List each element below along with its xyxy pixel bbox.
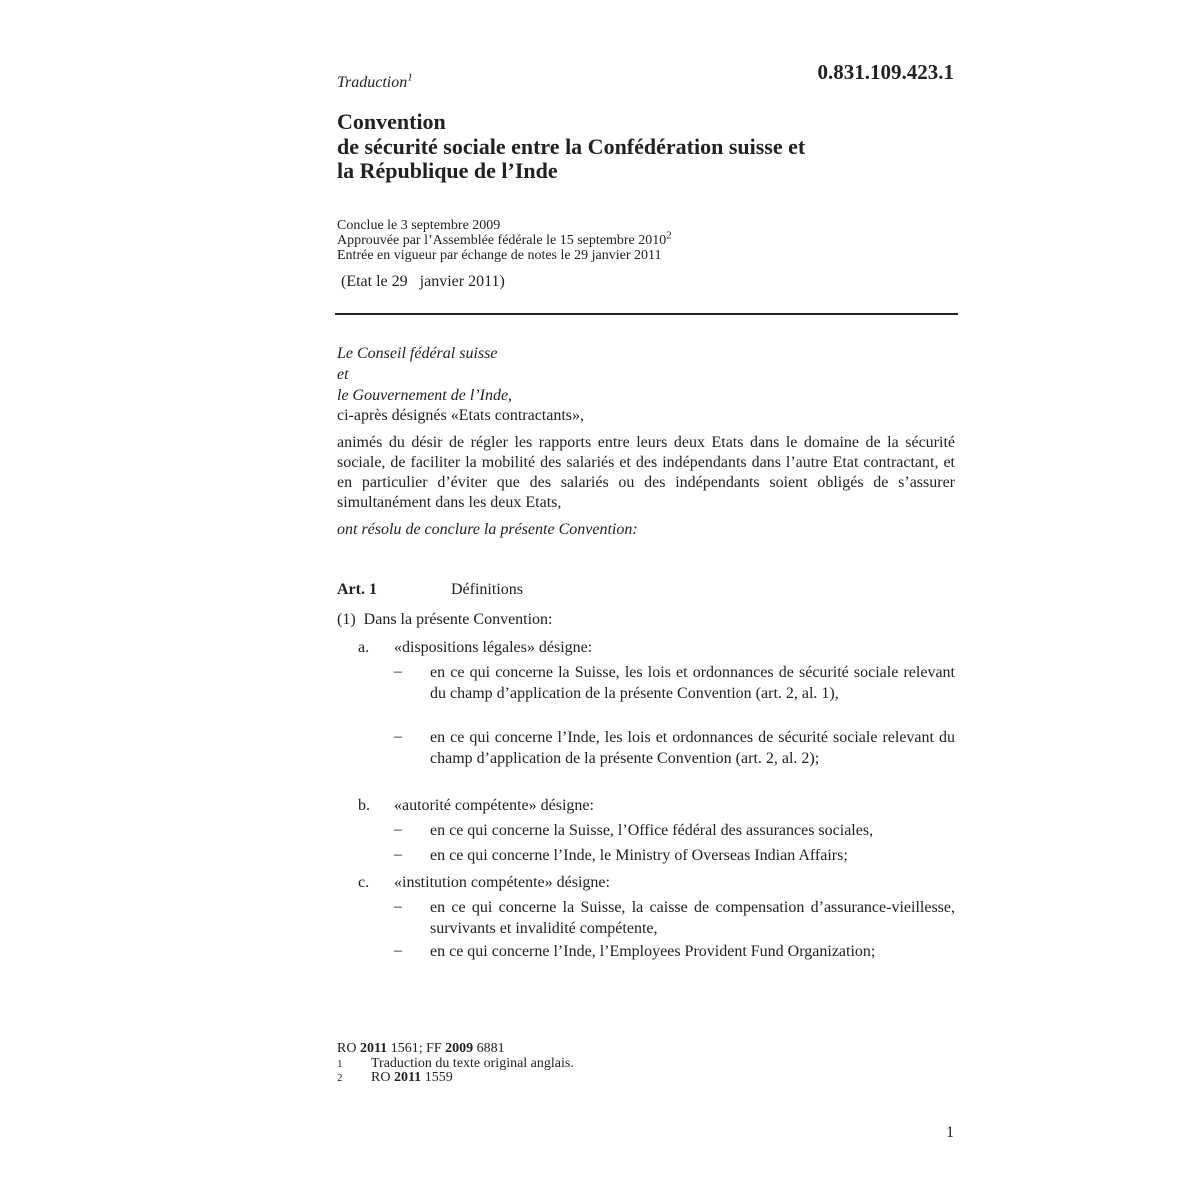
- definition-b-item-2: en ce qui concerne l’Inde, le Ministry of Overseas Indian Affairs;: [430, 847, 848, 864]
- ff-page: 6881: [473, 1041, 505, 1056]
- document-metadata: [337, 218, 672, 263]
- preamble-resolution: ont résolu de conclure la présente Convention:: [337, 521, 638, 538]
- translation-label: [337, 71, 413, 92]
- definition-c-label: «institution compétente» désigne:: [394, 874, 610, 891]
- title-line-3: la République de l’Inde: [337, 158, 558, 183]
- definition-b-label: «autorité compétente» désigne:: [394, 797, 594, 814]
- preamble-and: et: [337, 366, 349, 383]
- article-heading: [337, 581, 523, 599]
- definition-a-item-1: en ce qui concerne la Suisse, les lois et ordonnances de sécurité sociale relevant du champ d’application de la présente Convention (art. 2, al. 1),: [430, 664, 955, 702]
- article-number: Art. 1: [337, 581, 377, 598]
- list-marker-c: c.: [358, 874, 370, 891]
- footnote-1-number: 1: [337, 1057, 343, 1070]
- ff-year: 2009: [445, 1041, 474, 1056]
- document-number: 0.831.109.423.1: [817, 60, 954, 84]
- definition-a-label: «dispositions légales» désigne:: [394, 639, 593, 656]
- article-title: Définitions: [451, 581, 523, 598]
- ro-prefix: RO: [337, 1041, 360, 1056]
- status-date: (Etat le 29 janvier 2011): [341, 273, 505, 290]
- footnote-2-prefix: RO: [371, 1070, 394, 1085]
- preamble-designation: ci-après désignés «Etats contractants»,: [337, 407, 585, 424]
- dash-bullet: –: [394, 728, 402, 745]
- ro-year: 2011: [359, 1041, 388, 1056]
- footnotes: [337, 1042, 574, 1086]
- dash-bullet: –: [394, 898, 402, 915]
- title-line-2: de sécurité sociale entre la Confédération suisse et: [337, 133, 806, 159]
- dash-bullet: –: [394, 663, 402, 680]
- footnote-ref-2: 2: [666, 229, 672, 242]
- entry-into-force: Entrée en vigueur par échange de notes le 29 janvier 2011: [337, 248, 662, 263]
- dash-bullet: –: [394, 942, 402, 959]
- source-reference: [337, 1042, 574, 1057]
- ro-page: 1561; FF: [387, 1041, 446, 1056]
- footnote-2-page: 1559: [421, 1070, 453, 1085]
- footnote-1-text: Traduction du texte original anglais.: [371, 1055, 574, 1071]
- preamble-party-1: Le Conseil fédéral suisse: [337, 345, 498, 362]
- translation-text: Traduction: [337, 74, 408, 91]
- list-marker-b: b.: [358, 797, 370, 814]
- list-marker-a: a.: [358, 639, 370, 656]
- footnote-2: [337, 1071, 574, 1086]
- preamble-party-2: le Gouvernement de l’Inde,: [337, 387, 513, 404]
- document-title: [337, 110, 805, 184]
- approval-date: [337, 229, 672, 248]
- article-intro: (1) Dans la présente Convention:: [337, 611, 553, 628]
- dash-bullet: –: [394, 846, 402, 863]
- footnote-2-year: 2011: [393, 1070, 422, 1085]
- page-number: 1: [946, 1124, 954, 1141]
- concluded-date: Conclue le 3 septembre 2009: [337, 218, 501, 233]
- preamble-motives: animés du désir de régler les rapports entre leurs deux Etats dans le domaine de la sécurité sociale, de faciliter la mobilité des salariés et des indépendants dans l’autre Etat contractant, et en particulier d’éviter que des salariés ou des indépendants soient obligés de s’assurer simultanément dans les deux Etats,: [337, 434, 955, 511]
- definition-c-item-1: en ce qui concerne la Suisse, la caisse de compensation d’assurance-vieillesse, survivants et invalidité compétente,: [430, 899, 955, 937]
- definition-a-item-2: en ce qui concerne l’Inde, les lois et ordonnances de sécurité sociale relevant du champ d’application de la présente Convention (art. 2, al. 2);: [430, 729, 955, 767]
- definition-b-item-1: en ce qui concerne la Suisse, l’Office fédéral des assurances sociales,: [430, 822, 874, 839]
- footnote-1: [337, 1057, 574, 1072]
- header-divider: [335, 313, 958, 315]
- dash-bullet: –: [394, 821, 402, 838]
- footnote-2-number: 2: [337, 1072, 343, 1084]
- footnote-ref-1: 1: [407, 71, 413, 84]
- approval-text: Approuvée par l’Assemblée fédérale le 15 septembre 2010: [337, 233, 667, 248]
- definition-c-item-2: en ce qui concerne l’Inde, l’Employees Provident Fund Organization;: [430, 943, 876, 960]
- title-line-1: Convention: [337, 109, 446, 134]
